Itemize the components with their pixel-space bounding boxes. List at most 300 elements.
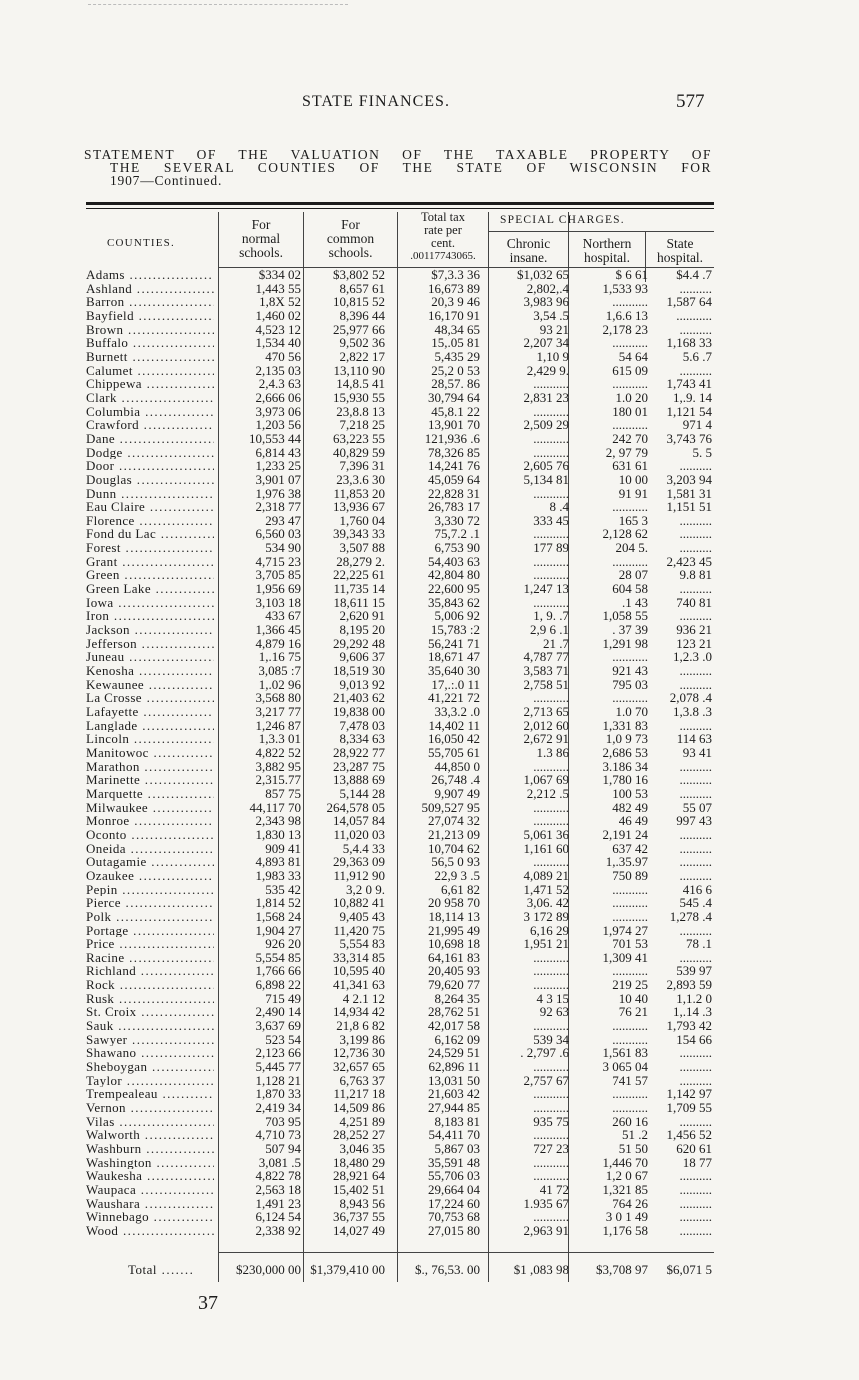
state-hospital-value: 539 97 xyxy=(676,963,712,979)
northern-hospital-value: 1,974 27 xyxy=(602,922,648,938)
table-row xyxy=(86,1156,714,1170)
total-tax-value: 13,031 50 xyxy=(428,1072,480,1088)
common-schools-value: 14,057 84 xyxy=(333,813,385,829)
county-name: La Crosse ..... xyxy=(86,691,214,705)
chronic-insane-value: 1,10 9 xyxy=(536,348,569,364)
normal-schools-value: 1,568 24 xyxy=(255,908,301,924)
chronic-insane-value: 1,247 13 xyxy=(523,581,569,597)
footer-signature-mark: 37 xyxy=(198,1292,218,1314)
chronic-insane-value: ........... xyxy=(533,1127,569,1143)
state-hospital-value: 1,.9. 14 xyxy=(673,389,712,405)
county-name: Waupaca ..... xyxy=(86,1183,214,1197)
chronic-insane-value: 2,802,.4 xyxy=(526,280,569,296)
chronic-insane-value: 1,471 52 xyxy=(523,881,569,897)
table-row xyxy=(86,1101,714,1115)
county-name: Kewaunee ..... xyxy=(86,678,214,692)
northern-hospital-value: 46 49 xyxy=(618,813,648,829)
table-row xyxy=(86,1142,714,1156)
northern-hospital-value: 2,178 23 xyxy=(602,321,648,337)
normal-schools-value: 1,8X 52 xyxy=(259,294,301,310)
county-name: Florence ..... xyxy=(86,514,214,528)
table-row xyxy=(86,596,714,610)
table-row xyxy=(86,309,714,323)
state-hospital-value: 5.6 .7 xyxy=(682,348,712,364)
county-name: Kenosha ..... xyxy=(86,664,214,678)
chronic-insane-value: 93 21 xyxy=(539,321,569,337)
county-name: Eau Claire ..... xyxy=(86,500,214,514)
county-name: Monroe ..... xyxy=(86,814,214,828)
normal-schools-value: 4,822 52 xyxy=(255,744,301,760)
normal-schools-value: 2,315.77 xyxy=(255,772,301,788)
normal-schools-value: 3,705 85 xyxy=(255,567,301,583)
county-name: Ozaukee ..... xyxy=(86,869,214,883)
state-hospital-value: 416 6 xyxy=(682,881,712,897)
northern-hospital-value: 701 53 xyxy=(612,936,648,952)
table-row xyxy=(86,978,714,992)
state-hospital-value: 1,121 54 xyxy=(666,403,712,419)
total-tax-value: 56,5 0 93 xyxy=(431,854,480,870)
common-schools-value: 28,279 2. xyxy=(336,553,385,569)
county-name: Trempealeau ..... xyxy=(86,1087,214,1101)
county-name: Columbia ..... xyxy=(86,405,214,419)
total-tax-value: 17,224 60 xyxy=(428,1195,480,1211)
northern-hospital-value: ........... xyxy=(612,1086,648,1102)
normal-schools-value: 857 75 xyxy=(265,785,301,801)
total-normal-schools: $230,000 00 xyxy=(236,1262,301,1277)
total-tax-value: 62,896 11 xyxy=(428,1059,480,1075)
chronic-insane-value: 1,161 60 xyxy=(523,840,569,856)
total-tax-value: 21,213 09 xyxy=(428,826,480,842)
table-row xyxy=(86,883,714,897)
normal-schools-value: 1,814 52 xyxy=(255,895,301,911)
total-tax-value: $7,3.3 36 xyxy=(431,267,480,282)
valuation-table xyxy=(86,268,714,1238)
common-schools-value: 2,620 91 xyxy=(339,608,385,624)
northern-hospital-value: 204 5. xyxy=(615,540,648,556)
chronic-insane-value: 3,54 .5 xyxy=(533,307,569,323)
table-row xyxy=(86,541,714,555)
chronic-insane-value: 2,429 9. xyxy=(526,362,569,378)
state-hospital-value: .......... xyxy=(679,608,712,624)
northern-hospital-value: 2,191 24 xyxy=(602,826,648,842)
table-row xyxy=(86,459,714,473)
table-row xyxy=(86,678,714,692)
table-row xyxy=(86,937,714,951)
table-row xyxy=(86,1183,714,1197)
county-name: Marathon ..... xyxy=(86,760,214,774)
chronic-insane-value: 4 3 15 xyxy=(536,990,569,1006)
chronic-insane-value: ........... xyxy=(533,1154,569,1170)
county-name: Forest ..... xyxy=(86,541,214,555)
common-schools-value: 39,343 33 xyxy=(333,526,385,542)
state-hospital-value: 1,2.3 .0 xyxy=(673,649,712,665)
chronic-insane-value: 3,06. 42 xyxy=(526,895,569,911)
county-name: Racine ..... xyxy=(86,951,214,965)
county-name: Juneau ..... xyxy=(86,650,214,664)
chronic-insane-value: 2,605 76 xyxy=(523,458,569,474)
normal-schools-value: 1,491 23 xyxy=(255,1195,301,1211)
northern-hospital-value: 1,309 41 xyxy=(602,949,648,965)
total-tax-value: 18,114 13 xyxy=(428,908,480,924)
normal-schools-value: 534 90 xyxy=(265,540,301,556)
total-tax-value: 55,705 61 xyxy=(428,744,480,760)
northern-hospital-value: 750 89 xyxy=(612,867,648,883)
caption-line-3: 1907—Continued. xyxy=(110,173,223,188)
normal-schools-value: 2,563 18 xyxy=(255,1181,301,1197)
normal-schools-value: 3,081 .5 xyxy=(258,1154,301,1170)
table-row xyxy=(86,527,714,541)
chronic-insane-value: 92 63 xyxy=(539,1004,569,1020)
state-hospital-value: 1,278 .4 xyxy=(669,908,712,924)
table-row xyxy=(86,1169,714,1183)
normal-schools-value: 1,.02 96 xyxy=(258,676,301,692)
normal-schools-value: 1,534 40 xyxy=(255,335,301,351)
total-tax-value: 45,8.1 22 xyxy=(431,403,480,419)
chronic-insane-value: 539 34 xyxy=(533,1031,569,1047)
chronic-insane-value: 4,089 21 xyxy=(523,867,569,883)
table-row xyxy=(86,391,714,405)
normal-schools-value: 6,898 22 xyxy=(255,977,301,993)
common-schools-value: 8,334 63 xyxy=(339,731,385,747)
common-schools-value: 33,314 85 xyxy=(333,949,385,965)
chronic-insane-value: 41 72 xyxy=(539,1181,569,1197)
normal-schools-value: 6,814 43 xyxy=(255,444,301,460)
total-tax-value: 15,783 :2 xyxy=(430,622,480,638)
common-schools-value: 14,509 86 xyxy=(333,1100,385,1116)
state-hospital-value: .......... xyxy=(679,772,712,788)
state-hospital-value: 740 81 xyxy=(676,594,712,610)
common-schools-value: 10,882 41 xyxy=(333,895,385,911)
total-tax-value: 64,161 83 xyxy=(428,949,480,965)
normal-schools-value: 1,460 02 xyxy=(255,307,301,323)
northern-hospital-value: ........... xyxy=(612,908,648,924)
normal-schools-value: 3,882 95 xyxy=(255,758,301,774)
total-tax-value: 21,995 49 xyxy=(428,922,480,938)
normal-schools-value: 2,318 77 xyxy=(255,499,301,515)
table-row xyxy=(86,268,714,282)
common-schools-value: 41,341 63 xyxy=(333,977,385,993)
table-row xyxy=(86,582,714,596)
northern-hospital-value: ........... xyxy=(612,963,648,979)
county-name: Dane ..... xyxy=(86,432,214,446)
state-hospital-value: .......... xyxy=(679,840,712,856)
table-row xyxy=(86,609,714,623)
northern-hospital-value: ........... xyxy=(612,294,648,310)
northern-hospital-value: 1,446 70 xyxy=(602,1154,648,1170)
total-tax-value: 20 958 70 xyxy=(428,895,480,911)
table-row xyxy=(86,964,714,978)
normal-schools-value: 2,338 92 xyxy=(255,1222,301,1238)
county-name: Marinette ..... xyxy=(86,773,214,787)
total-tax-value: 33,3.2 .0 xyxy=(434,704,480,719)
table-row xyxy=(86,350,714,364)
chronic-insane-value: 5,061 36 xyxy=(523,826,569,842)
total-tax-value: 35,640 30 xyxy=(428,663,480,679)
common-schools-value: 9,502 36 xyxy=(339,335,385,351)
state-hospital-value: .......... xyxy=(679,526,712,542)
northern-hospital-value: ........... xyxy=(612,1018,648,1034)
state-hospital-value: .......... xyxy=(679,1045,712,1061)
total-tax-value: 44,850 0 xyxy=(434,758,480,774)
table-row xyxy=(86,1210,714,1224)
northern-hospital-value: $ 6 61 xyxy=(615,267,648,282)
northern-hospital-value: 51 .2 xyxy=(622,1127,648,1143)
common-schools-value: 29,363 09 xyxy=(333,854,385,870)
state-hospital-value: .......... xyxy=(679,1072,712,1088)
chronic-insane-value: 1,951 21 xyxy=(523,936,569,952)
chronic-insane-value: 3 172 89 xyxy=(523,908,569,924)
common-schools-value: 9,013 92 xyxy=(339,676,385,692)
table-row xyxy=(86,405,714,419)
table-row xyxy=(86,555,714,569)
county-name: Outagamie ..... xyxy=(86,855,214,869)
northern-hospital-value: ........... xyxy=(612,335,648,351)
northern-hospital-value: 1,331 83 xyxy=(602,717,648,733)
header-state-hospital: State hospital. xyxy=(656,236,704,265)
chronic-insane-value: ........... xyxy=(533,963,569,979)
state-hospital-value: 2,078 .4 xyxy=(669,690,712,706)
chronic-insane-value: 21 .7 xyxy=(543,635,569,651)
common-schools-value: 21,403 62 xyxy=(333,690,385,706)
county-name: Rock ..... xyxy=(86,978,214,992)
normal-schools-value: 4,710 73 xyxy=(255,1127,301,1143)
normal-schools-value: 1,976 38 xyxy=(255,485,301,501)
county-name: Walworth ..... xyxy=(86,1128,214,1142)
table-row xyxy=(86,1115,714,1129)
total-tax-value: 45,059 64 xyxy=(428,471,480,487)
common-schools-value: 9,606 37 xyxy=(339,649,385,665)
county-name: Pepin ..... xyxy=(86,883,214,897)
state-hospital-value: .......... xyxy=(679,581,712,597)
northern-hospital-value: 1.0 20 xyxy=(615,389,648,405)
total-tax-value: 27,944 85 xyxy=(428,1100,480,1116)
normal-schools-value: 3,568 80 xyxy=(255,690,301,706)
chronic-insane-value: ........... xyxy=(533,977,569,993)
total-tax-value: 6,753 90 xyxy=(434,540,480,556)
state-hospital-value: 3,203 94 xyxy=(666,471,712,487)
total-tax-value: 26,783 17 xyxy=(428,499,480,515)
total-tax-value: 20,3 9 46 xyxy=(431,294,480,310)
table-row xyxy=(86,842,714,856)
northern-hospital-value: ........... xyxy=(612,553,648,569)
total-tax-value: 25,2 0 53 xyxy=(431,362,480,378)
total-tax-value: 9,907 49 xyxy=(434,785,480,801)
state-hospital-value: 1,793 42 xyxy=(666,1018,712,1034)
state-hospital-value: 114 63 xyxy=(676,731,712,747)
county-name: Ashland ..... xyxy=(86,282,214,296)
normal-schools-value: 3,637 69 xyxy=(255,1018,301,1034)
chronic-insane-value: ........... xyxy=(533,813,569,829)
table-row xyxy=(86,473,714,487)
table-row xyxy=(86,500,714,514)
common-schools-value: 11,420 75 xyxy=(333,922,385,938)
normal-schools-value: 3,901 07 xyxy=(255,471,301,487)
total-tax-value: 16,170 91 xyxy=(428,307,480,323)
state-hospital-value: 78 .1 xyxy=(686,936,712,952)
total-tax-value: 15,.05 81 xyxy=(431,335,480,351)
total-tax-value: 6,61 82 xyxy=(441,881,480,897)
total-tax-value: 78,326 85 xyxy=(428,444,480,460)
county-name: Marquette ..... xyxy=(86,787,214,801)
county-name: Dunn ..... xyxy=(86,487,214,501)
table-row xyxy=(86,719,714,733)
state-hospital-value: .......... xyxy=(679,1113,712,1129)
northern-hospital-value: 28 07 xyxy=(618,567,648,583)
total-tax-value: 5,435 29 xyxy=(434,348,480,364)
table-row xyxy=(86,1060,714,1074)
common-schools-value: 15,930 55 xyxy=(333,389,385,405)
normal-schools-value: 3,217 77 xyxy=(255,704,301,719)
county-name: Washburn ..... xyxy=(86,1142,214,1156)
chronic-insane-value: 2,672 91 xyxy=(523,731,569,747)
normal-schools-value: 523 54 xyxy=(265,1031,301,1047)
county-name: Clark ..... xyxy=(86,391,214,405)
state-hospital-value: 5. 5 xyxy=(692,444,712,460)
table-row xyxy=(86,869,714,883)
normal-schools-value: 1,366 45 xyxy=(255,622,301,638)
common-schools-value: 25,977 66 xyxy=(333,321,385,337)
table-row xyxy=(86,787,714,801)
total-rule xyxy=(218,1252,714,1253)
scan-artifact xyxy=(88,4,348,8)
total-tax-value: 55,706 03 xyxy=(428,1168,480,1184)
county-name: Washington ..... xyxy=(86,1156,214,1170)
northern-hospital-value: 54 64 xyxy=(618,348,648,364)
table-row xyxy=(86,855,714,869)
table-row xyxy=(86,951,714,965)
chronic-insane-value: 1,067 69 xyxy=(523,772,569,788)
state-hospital-value: .......... xyxy=(679,949,712,965)
northern-hospital-value: 3 065 04 xyxy=(602,1059,648,1075)
total-tax-value: 35,591 48 xyxy=(428,1154,480,1170)
county-name: Milwaukee ..... xyxy=(86,801,214,815)
chronic-insane-value: ........... xyxy=(533,430,569,446)
normal-schools-value: 433 67 xyxy=(265,608,301,624)
county-name: Iowa ..... xyxy=(86,596,214,610)
total-tax-value: 26,748 .4 xyxy=(431,772,480,788)
chronic-insane-value: ........... xyxy=(533,854,569,870)
normal-schools-value: $334 02 xyxy=(258,267,301,282)
state-hospital-value: .......... xyxy=(679,1059,712,1075)
normal-schools-value: 507 94 xyxy=(265,1141,301,1156)
northern-hospital-value: 764 26 xyxy=(612,1195,648,1211)
table-row xyxy=(86,323,714,337)
common-schools-value: 40,829 59 xyxy=(333,444,385,460)
total-tax-value: 14,402 11 xyxy=(428,717,480,733)
total-tax-value: 29,664 04 xyxy=(428,1181,480,1197)
chronic-insane-value: ........... xyxy=(533,526,569,542)
total-tax-value: 22,828 31 xyxy=(428,485,480,501)
total-tax-value: 13,901 70 xyxy=(428,417,480,433)
common-schools-value: 19,838 00 xyxy=(333,704,385,719)
northern-hospital-value: 2,686 53 xyxy=(602,744,648,760)
total-tax-value: 6,162 09 xyxy=(434,1031,480,1047)
northern-hospital-value: 1,176 58 xyxy=(602,1222,648,1238)
table-row xyxy=(86,418,714,432)
total-tax-value: 42,804 80 xyxy=(428,567,480,583)
chronic-insane-value: ........... xyxy=(533,799,569,815)
chronic-insane-value: 2,713 65 xyxy=(523,704,569,719)
northern-hospital-value: 1,058 55 xyxy=(602,608,648,624)
county-name: Vernon ..... xyxy=(86,1101,214,1115)
county-name: Wood ..... xyxy=(86,1224,214,1238)
table-row xyxy=(86,773,714,787)
northern-hospital-value: 1,0 9 73 xyxy=(605,731,648,747)
page-number: 577 xyxy=(676,91,705,112)
common-schools-value: 14,934 42 xyxy=(333,1004,385,1020)
table-row xyxy=(86,1046,714,1060)
chronic-insane-value: ........... xyxy=(533,758,569,774)
table-row xyxy=(86,1128,714,1142)
common-schools-value: 3,199 86 xyxy=(339,1031,385,1047)
chronic-insane-value: ........... xyxy=(533,1059,569,1075)
chronic-insane-value: 1, 9. .7 xyxy=(533,608,569,624)
normal-schools-value: 4,523 12 xyxy=(255,321,301,337)
county-name: Green Lake ..... xyxy=(86,582,214,596)
common-schools-value: 14,8.5 41 xyxy=(336,376,385,392)
table-row xyxy=(86,364,714,378)
northern-hospital-value: 3 0 1 49 xyxy=(605,1209,648,1225)
normal-schools-value: 2,4.3 63 xyxy=(258,376,301,392)
normal-schools-value: 1,443 55 xyxy=(255,280,301,296)
county-name: Sawyer ..... xyxy=(86,1033,214,1047)
northern-hospital-value: 3.186 34 xyxy=(602,758,648,774)
total-tax-value: 56,241 71 xyxy=(428,635,480,651)
state-hospital-value: 1,743 41 xyxy=(666,376,712,392)
state-hospital-value: 55 07 xyxy=(682,799,712,815)
total-tax-value: 8,264 35 xyxy=(434,990,480,1006)
state-hospital-value: 620 61 xyxy=(676,1141,712,1156)
common-schools-value: 3,046 35 xyxy=(339,1141,385,1156)
total-tax-value: 27,015 80 xyxy=(428,1222,480,1238)
state-hospital-value: 1,456 52 xyxy=(666,1127,712,1143)
northern-hospital-value: 921 43 xyxy=(612,663,648,679)
state-hospital-value: .......... xyxy=(679,758,712,774)
common-schools-value: 18,519 30 xyxy=(333,663,385,679)
county-name: Polk ..... xyxy=(86,910,214,924)
common-schools-value: 12,736 30 xyxy=(333,1045,385,1061)
caption-line-1: STATEMENT OF THE VALUATION OF THE TAXABLE PROPERTY OF xyxy=(84,147,712,162)
county-name: Door ..... xyxy=(86,459,214,473)
chronic-insane-value: ........... xyxy=(533,690,569,706)
normal-schools-value: 2,666 06 xyxy=(255,389,301,405)
normal-schools-value: 3,085 :7 xyxy=(258,663,301,679)
normal-schools-value: 1,3.3 01 xyxy=(258,731,301,747)
state-hospital-value: .......... xyxy=(679,1195,712,1211)
northern-hospital-value: 795 03 xyxy=(612,676,648,692)
state-hospital-value: 1,587 64 xyxy=(666,294,712,310)
table-row xyxy=(86,1074,714,1088)
chronic-insane-value: ........... xyxy=(533,1018,569,1034)
chronic-insane-value: 935 75 xyxy=(533,1113,569,1129)
chronic-insane-value: ........... xyxy=(533,1086,569,1102)
chronic-insane-value: 6,16 29 xyxy=(530,922,569,938)
common-schools-value: 29,292 48 xyxy=(333,635,385,651)
county-name: Douglas ..... xyxy=(86,473,214,487)
common-schools-value: 11,020 03 xyxy=(333,826,385,842)
total-tax-value: 509,527 95 xyxy=(421,799,480,815)
table-row xyxy=(86,1087,714,1101)
common-schools-value: $3,802 52 xyxy=(333,267,385,282)
common-schools-value: 5,554 83 xyxy=(339,936,385,952)
chronic-insane-value: ........... xyxy=(533,594,569,610)
county-name: Brown ..... xyxy=(86,323,214,337)
county-name: Shawano ..... xyxy=(86,1046,214,1060)
northern-hospital-value: 51 50 xyxy=(618,1141,648,1156)
common-schools-value: 8,657 61 xyxy=(339,280,385,296)
total-tax-value: 5,006 92 xyxy=(434,608,480,624)
common-schools-value: 23,287 75 xyxy=(333,758,385,774)
